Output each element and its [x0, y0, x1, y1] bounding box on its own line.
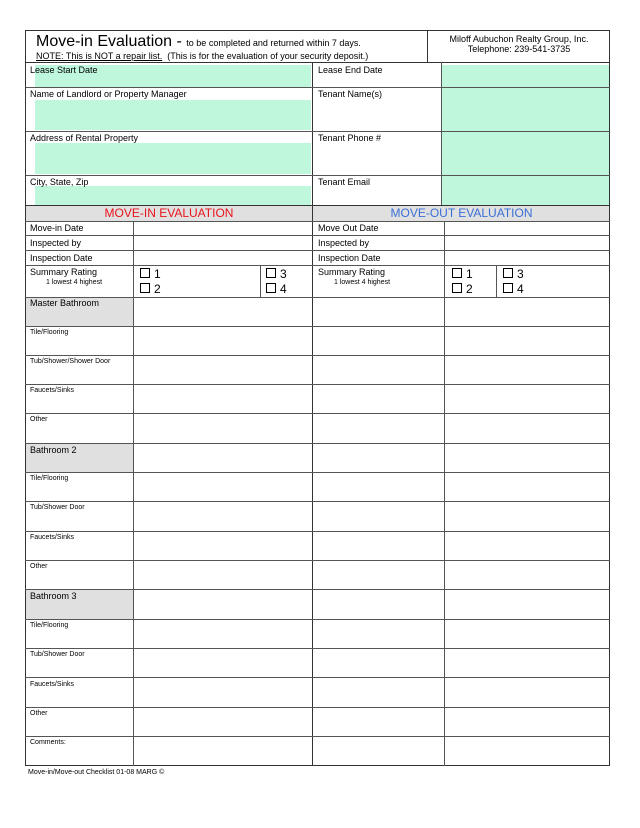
company-name: Miloff Aubuchon Realty Group, Inc.: [449, 34, 589, 44]
tenant-names-label: Tenant Name(s): [318, 89, 383, 99]
section-bathroom-3: Bathroom 3: [30, 591, 77, 601]
row-faucets-sinks: Faucets/Sinks: [30, 387, 74, 394]
move-in-summary-label: Summary Rating: [30, 267, 98, 277]
row-other: Other: [30, 563, 48, 570]
company-telephone: Telephone: 239-541-3735: [467, 44, 571, 54]
row-faucets-sinks: Faucets/Sinks: [30, 534, 74, 541]
move-in-summary-scale: 1 lowest 4 highest: [46, 279, 103, 286]
row-other: Other: [30, 710, 48, 717]
header-note: [36, 51, 368, 62]
move-in-rating-2[interactable]: [140, 283, 161, 296]
move-in-inspection-date-label: Inspection Date: [30, 253, 93, 263]
city-label: City, State, Zip: [30, 177, 89, 187]
row-tub-shower-door: Tub/Shower Door: [30, 504, 85, 511]
tenant-email-label: Tenant Email: [318, 177, 371, 187]
move-out-inspected-by-label: Inspected by: [318, 238, 370, 248]
checkbox-icon: [140, 283, 150, 293]
row-tile-flooring: Tile/Flooring: [30, 475, 69, 482]
row-tub-shower-door: Tub/Shower/Shower Door: [30, 358, 111, 365]
move-out-summary-scale: 1 lowest 4 highest: [334, 279, 391, 286]
move-in-rating-1[interactable]: [140, 268, 161, 281]
note-text: (This is for the evaluation of your security deposit.): [167, 51, 369, 61]
row-tile-flooring: Tile/Flooring: [30, 622, 69, 629]
checkbox-icon: [452, 268, 462, 278]
checkbox-icon: [140, 268, 150, 278]
section-master-bathroom: Master Bathroom: [30, 298, 100, 308]
move-out-heading: MOVE-OUT EVALUATION: [390, 206, 533, 220]
move-in-date-label: Move-in Date: [30, 223, 84, 233]
move-in-heading: MOVE-IN EVALUATION: [104, 206, 234, 220]
form-title: [36, 33, 361, 51]
option-label: 3: [280, 267, 287, 281]
row-tub-shower-door: Tub/Shower Door: [30, 651, 85, 658]
subtitle-text: to be completed and returned within 7 days.: [186, 38, 361, 48]
row-comments: Comments:: [30, 739, 66, 746]
note-label: NOTE: This is NOT a repair list.: [36, 51, 163, 61]
landlord-label: Name of Landlord or Property Manager: [30, 89, 187, 99]
move-out-date-label: Move Out Date: [318, 223, 379, 233]
checkbox-icon: [266, 268, 276, 278]
move-in-rating-4[interactable]: [266, 283, 287, 296]
move-out-rating-2[interactable]: [452, 283, 473, 296]
move-out-rating-1[interactable]: [452, 268, 473, 281]
move-out-inspection-date-label: Inspection Date: [318, 253, 381, 263]
section-bathroom-2: Bathroom 2: [30, 445, 77, 455]
move-out-summary-label: Summary Rating: [318, 267, 386, 277]
checkbox-icon: [452, 283, 462, 293]
checkbox-icon: [266, 283, 276, 293]
checkbox-icon: [503, 268, 513, 278]
option-label: 1: [466, 267, 473, 281]
footer-text: Move-in/Move-out Checklist 01-08 MARG ©: [28, 769, 165, 776]
move-in-rating-3[interactable]: [266, 268, 287, 281]
move-out-rating-3[interactable]: [503, 268, 524, 281]
option-label: 2: [466, 282, 473, 296]
option-label: 4: [517, 282, 524, 296]
option-label: 1: [154, 267, 161, 281]
lease-end-label: Lease End Date: [318, 65, 383, 75]
option-label: 2: [154, 282, 161, 296]
checkbox-icon: [503, 283, 513, 293]
option-label: 4: [280, 282, 287, 296]
move-out-rating-4[interactable]: [503, 283, 524, 296]
tenant-phone-label: Tenant Phone #: [318, 133, 382, 143]
row-faucets-sinks: Faucets/Sinks: [30, 681, 74, 688]
row-other: Other: [30, 416, 48, 423]
title-text: Move-in Evaluation -: [36, 33, 182, 50]
row-tile-flooring: Tile/Flooring: [30, 329, 69, 336]
option-label: 3: [517, 267, 524, 281]
lease-start-label: Lease Start Date: [30, 65, 98, 75]
move-in-inspected-by-label: Inspected by: [30, 238, 82, 248]
address-label: Address of Rental Property: [30, 133, 139, 143]
